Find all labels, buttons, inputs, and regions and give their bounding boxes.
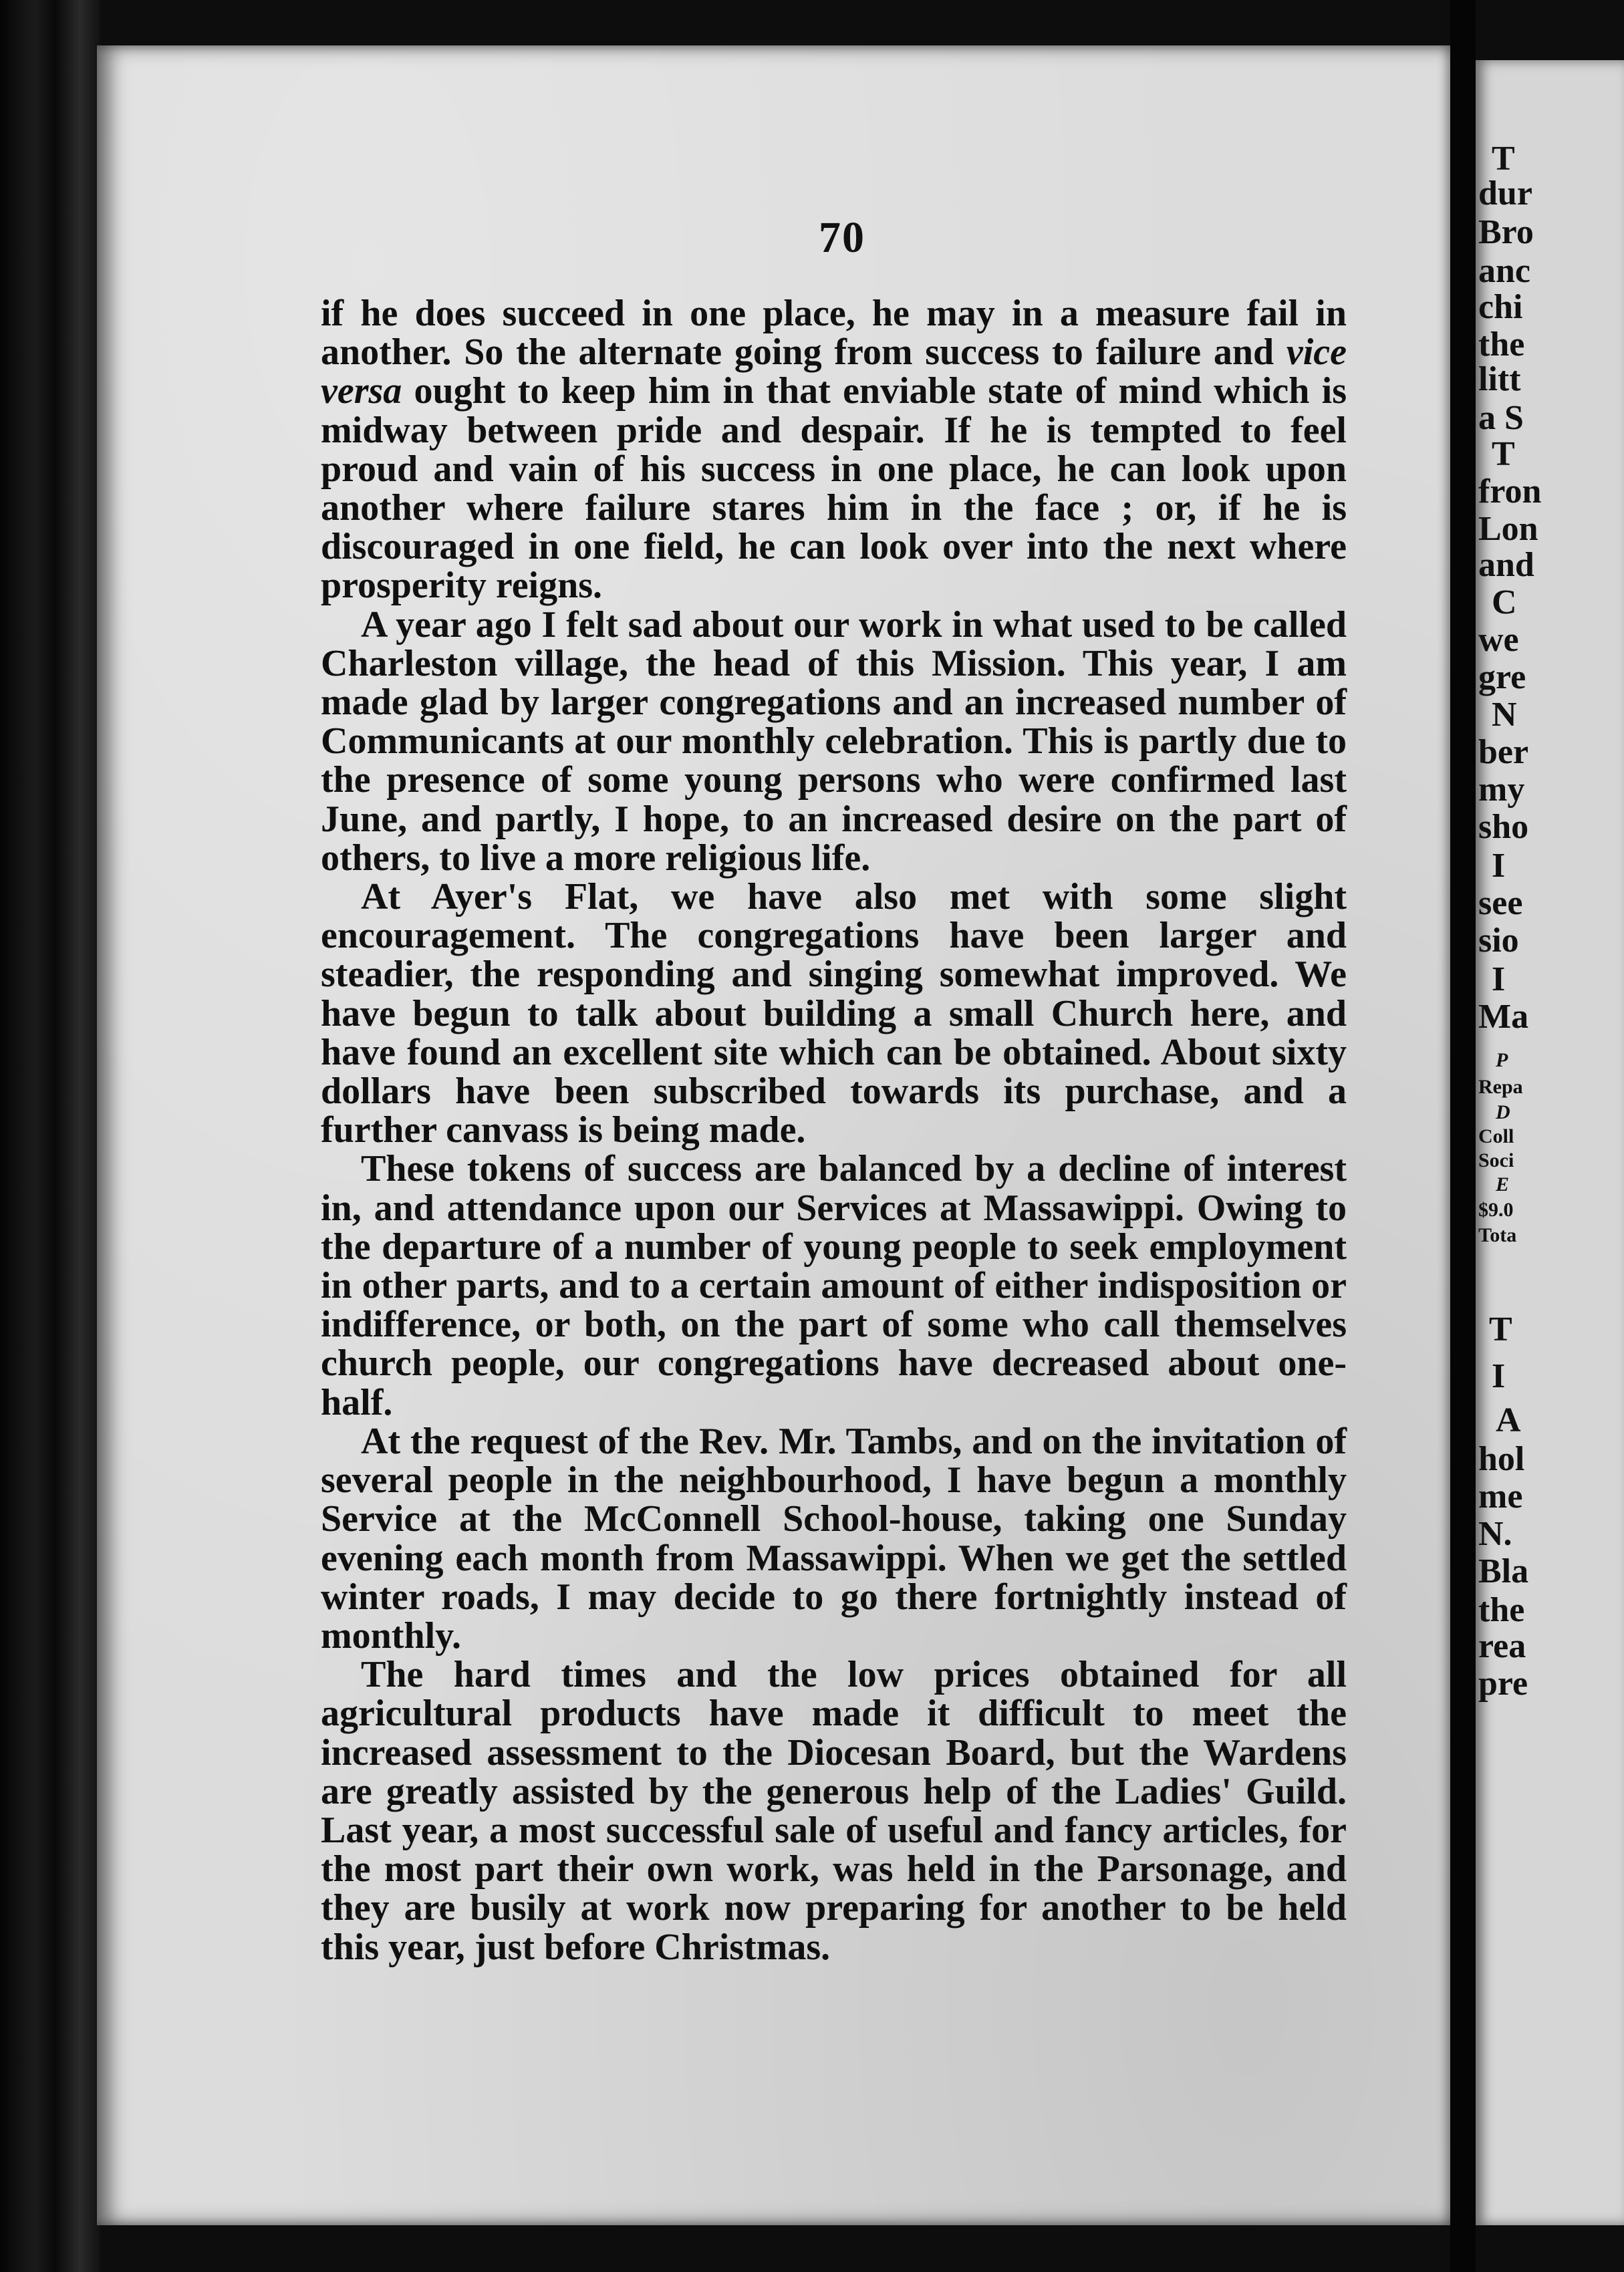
- text-segment: The hard times and the low prices obtained for all agricultural products have made it difficult to meet the increased assessment to the Diocesan Board, but the Wardens are greatly assisted by the generous help of the Ladies' Guild. Last year, a most successful sale of useful and fancy articles, for the most part their own work, was held in the Parsonage, and they are busily at work now preparing for another to be held this year, just before Christmas.: [321, 1654, 1347, 1968]
- facing-page-edge: [1476, 60, 1624, 2225]
- facing-page-fragment: N: [1492, 696, 1517, 734]
- facing-page-fragment: a S: [1478, 399, 1524, 437]
- facing-page-fragment: I: [1492, 847, 1506, 885]
- facing-page-fragment: A: [1496, 1401, 1521, 1439]
- facing-page-fragment: me: [1478, 1477, 1523, 1516]
- facing-page-fragment: Ma: [1478, 998, 1529, 1036]
- facing-page-fragment: the: [1478, 1591, 1525, 1629]
- facing-page-fragment: Coll: [1478, 1125, 1514, 1147]
- facing-page-fragment: Tota: [1478, 1224, 1517, 1246]
- facing-page-fragment: T: [1492, 140, 1515, 178]
- facing-page-fragment: see: [1478, 884, 1523, 922]
- facing-page-fragment: I: [1492, 960, 1506, 998]
- text-segment: These tokens of success are balanced by a decline of interest in, and attendance upon our Services at Massawippi. Owing to the departure of a number of young people to seek employment in other parts, and to a certain amount of either indisposition or indifference, or both, on the part of some who call themselves church people, our congregations have decreased about one-half.: [321, 1148, 1347, 1423]
- facing-page-fragment: T: [1489, 1310, 1512, 1348]
- text-segment: if he does succeed in one place, he may in a measure fail in another. So the alternate going from success to failure and: [321, 293, 1347, 374]
- facing-page-fragment: Lon: [1478, 510, 1538, 548]
- text-segment: At Ayer's Flat, we have also met with some slight encouragement. The congregations have been larger and steadier, the responding and singing somewhat improved. We have begun to talk about building a small Church here, and have found an excellent site which can be obtained. About sixty dollars have been subscribed towards its purchase, and a further canvass is being made.: [321, 876, 1347, 1151]
- facing-page-fragment: gre: [1478, 658, 1526, 696]
- facing-page-fragment: E: [1496, 1173, 1510, 1195]
- facing-page-fragment: rea: [1478, 1627, 1526, 1665]
- page-body-text: [321, 294, 1347, 1967]
- facing-page-fragment: chi: [1478, 288, 1523, 326]
- facing-page-fragment: sio: [1478, 921, 1519, 960]
- paragraph: [321, 877, 1347, 1149]
- facing-page-fragment: hol: [1478, 1440, 1525, 1478]
- facing-page-text-fragments: [1476, 60, 1624, 2225]
- book-binding: [0, 0, 100, 2272]
- facing-page-fragment: Bro: [1478, 213, 1534, 251]
- facing-page-fragment: sho: [1478, 808, 1529, 846]
- facing-page-fragment: D: [1496, 1101, 1510, 1123]
- text-segment: At the request of the Rev. Mr. Tambs, and on the invitation of several people in the neighbourhood, I have begun a monthly Service at the McConnell School-house, taking one Sunday evening each month from Massawippi. When we get the settled winter roads, I may decide to go there fortnightly instead of monthly.: [321, 1420, 1347, 1657]
- facing-page-fragment: T: [1492, 435, 1515, 473]
- paragraph: [321, 1422, 1347, 1655]
- facing-page-fragment: and: [1478, 546, 1534, 584]
- facing-page-fragment: Repa: [1478, 1076, 1523, 1098]
- facing-page-fragment: pre: [1478, 1665, 1528, 1703]
- page-gutter: [1450, 0, 1476, 2272]
- facing-page-fragment: the: [1478, 325, 1525, 364]
- paragraph: [321, 294, 1347, 605]
- facing-page-fragment: anc: [1478, 252, 1530, 290]
- text-segment: A year ago I felt sad about our work in what used to be called Charleston village, the head of this Mission. This year, I am made glad by larger congregations and an increased number of Communicants at our monthly celebration. This is partly due to the presence of some young persons who were confirmed last June, and partly, I hope, to an increased desire on the part of others, to live a more religious life.: [321, 603, 1347, 879]
- facing-page-fragment: Soci: [1478, 1149, 1514, 1171]
- paragraph: [321, 605, 1347, 877]
- italic-text-segment: vice versa: [321, 331, 1347, 412]
- text-segment: ought to keep him in that enviable state of mind which is midway between pride and despair. If he is tempted to feel proud and vain of his success in one place, he can look upon another where failure stares him in the face ; or, if he is discouraged in one field, he can look over into the next where prosperity reigns.: [321, 370, 1347, 607]
- facing-page-fragment: $9.0: [1478, 1199, 1514, 1221]
- facing-page-fragment: C: [1492, 583, 1517, 621]
- paragraph: [321, 1655, 1347, 1967]
- facing-page-fragment: we: [1478, 621, 1519, 659]
- facing-page-fragment: I: [1492, 1357, 1506, 1395]
- facing-page-fragment: Bla: [1478, 1552, 1529, 1590]
- facing-page-fragment: my: [1478, 770, 1525, 809]
- facing-page-fragment: ber: [1478, 733, 1529, 771]
- facing-page-fragment: P: [1496, 1049, 1508, 1071]
- facing-page-fragment: litt: [1478, 360, 1521, 398]
- facing-page-fragment: fron: [1478, 472, 1542, 511]
- paragraph: [321, 1149, 1347, 1421]
- facing-page-fragment: N.: [1478, 1515, 1512, 1553]
- facing-page-fragment: dur: [1478, 174, 1532, 212]
- page-number: 70: [819, 213, 865, 262]
